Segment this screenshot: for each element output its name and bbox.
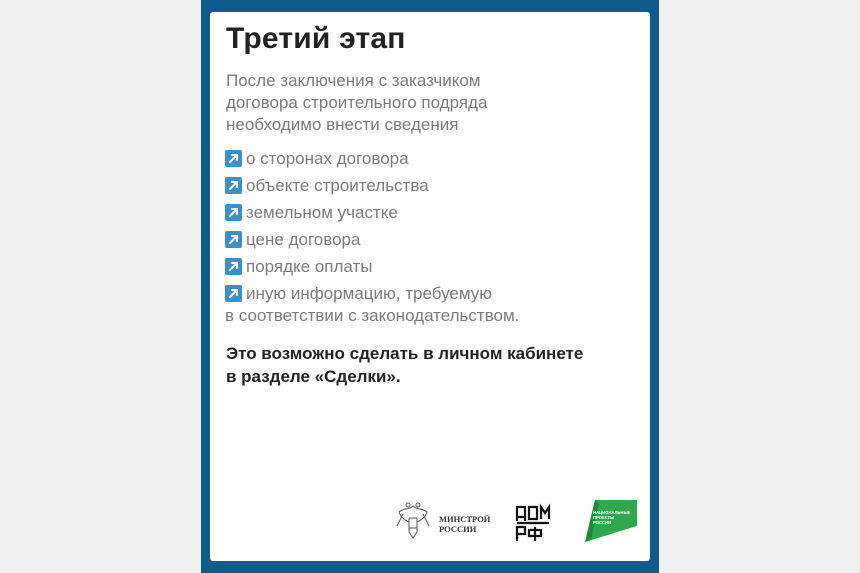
arrow-up-right-icon	[225, 150, 242, 167]
list-item-text-continued: в соответствии с законодательством.	[225, 306, 520, 325]
arrow-up-right-icon	[225, 177, 242, 194]
national-projects-logo-text: НАЦИОНАЛЬНЫЕ ПРОЕКТЫ РОССИИ	[593, 510, 631, 525]
intro-line: После заключения с заказчиком	[226, 71, 481, 90]
list-item	[225, 229, 645, 256]
arrow-up-right-icon	[225, 285, 242, 302]
arrow-up-right-icon	[225, 204, 242, 221]
info-card	[210, 12, 650, 561]
intro-line: договора строительного подряда	[226, 93, 488, 112]
call-to-action	[226, 342, 646, 388]
list-item-text: цене договора	[246, 230, 361, 249]
intro-text	[226, 70, 636, 136]
list-item	[225, 202, 645, 229]
list-item-text: объекте строительства	[246, 176, 429, 195]
partner-logos	[393, 498, 643, 546]
list-item	[225, 175, 645, 202]
coat-of-arms-icon	[393, 500, 433, 542]
list-item-text: порядке оплаты	[246, 257, 373, 276]
list-item	[225, 256, 645, 283]
list-item	[225, 148, 645, 175]
list-item-text: земельном участке	[246, 203, 398, 222]
minstroy-logo: МИНСТРОЙ РОССИИ	[439, 514, 491, 534]
dom-rf-logo-icon	[515, 503, 551, 543]
list-item-text: иную информацию, требуемую	[246, 284, 492, 303]
outro-line: Это возможно сделать в личном кабинете	[226, 344, 584, 363]
page-title: Третий этап	[226, 22, 406, 55]
arrow-up-right-icon	[225, 258, 242, 275]
intro-line: необходимо внести сведения	[226, 115, 459, 134]
list-item-text: о сторонах договора	[246, 149, 409, 168]
outro-line: в разделе «Сделки».	[226, 367, 401, 386]
details-list	[225, 148, 645, 327]
list-item	[225, 283, 645, 327]
arrow-up-right-icon	[225, 231, 242, 248]
